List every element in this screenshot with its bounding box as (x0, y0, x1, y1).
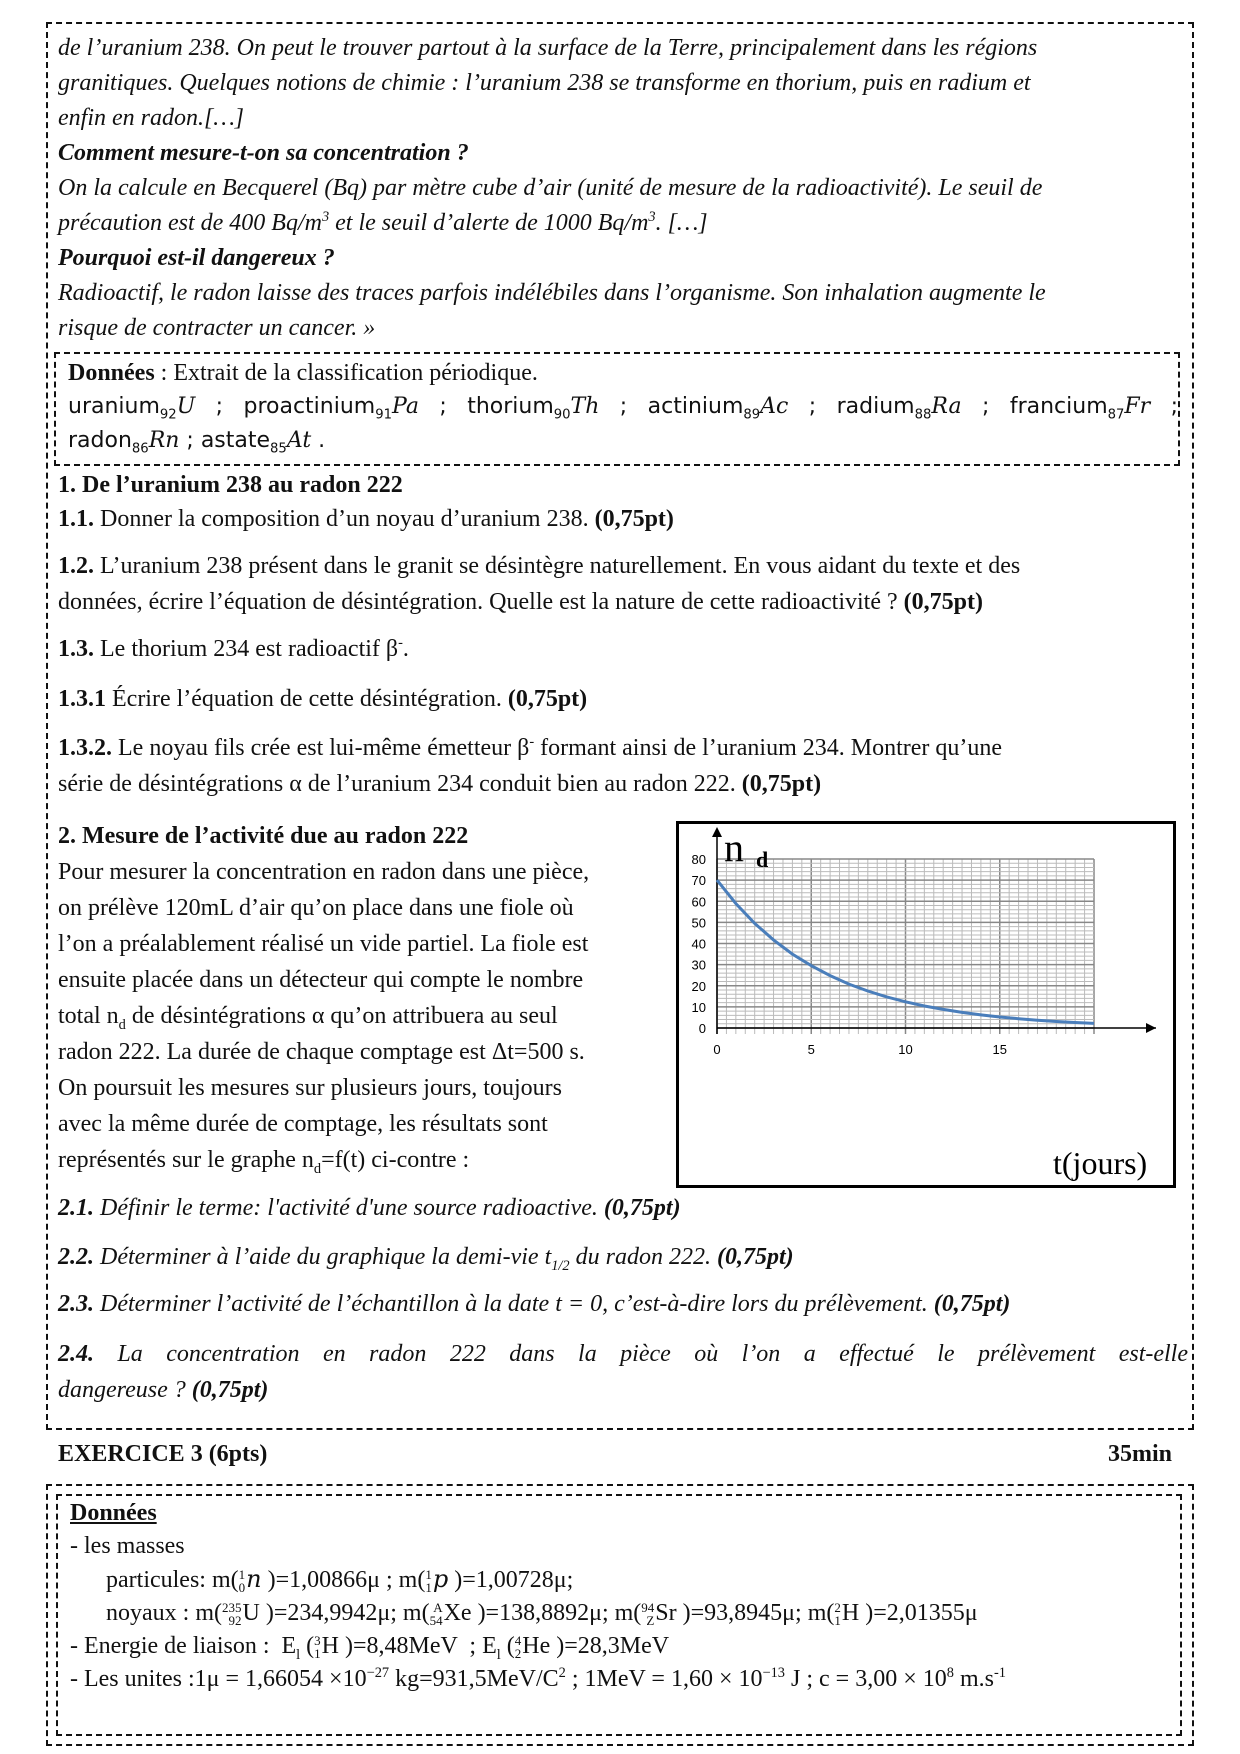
exercise-3-time: 35min (1107, 1441, 1172, 1467)
intro-line-1: de l’uranium 238. On peut le trouver partout à la surface de la Terre, principalement dans les régions (58, 35, 1038, 61)
donnees-content: Données : Extrait de la classification périodique. uranium$_{92}$U ; proactinium$_{91}$Pa ; thorium$_{90}$Th ; actinium$_{89}$Ac ; radium$_{88}$Ra ; francium$_{87}$Fr ; radon$_{86}$Rn ; astate$_{85}$At . (68, 360, 1179, 457)
q-1-3-2: 1.3.2. Le noyau fils crée est lui-même émetteur β- formant ainsi de l’uranium 234. Montrer qu’une série de désintégrations α de l’uranium 234 conduit bien au radon 222. (0,75pt) (58, 734, 1003, 797)
energie-liaison: - Energie de liaison : $E_l$ ( 3 1 H )=8,48MeV ; $E_l$ ( 4 2 He )=28,3MeV (70, 1633, 670, 1663)
x-tick-label: 15 (992, 1042, 1007, 1057)
x-tick-label: 0 (713, 1042, 721, 1057)
x-tick-label: 5 (807, 1042, 815, 1057)
y-tick-label: 30 (691, 957, 706, 973)
question-danger: Pourquoi est-il dangereux ? (58, 245, 335, 271)
intro-text (58, 31, 1188, 346)
chart-border (678, 823, 1175, 1187)
answer-measure-2: précaution est de 400 $Bq/m^3$ et le seuil d’alerte de 1000 $Bq/m^3$. […] (58, 209, 708, 236)
y-tick-label: 50 (691, 915, 706, 931)
part2-title: 2. Mesure de l’activité due au radon 222 (58, 823, 469, 849)
decay-chart (676, 821, 1176, 1188)
x-tick-label: 10 (898, 1042, 913, 1057)
masses-particules: particules: m( 1 0 n )=1,00866μ ; m( 1 1 p )=1,00728μ; (106, 1565, 574, 1596)
element-radium: radium$_{88}$Ra (836, 394, 962, 423)
y-tick-label: 40 (691, 936, 706, 952)
element-astate: astate$_{85}$At (200, 428, 312, 457)
exercise-3-title: EXERCICE 3 (6pts) (58, 1441, 268, 1467)
answer-danger-2: risque de contracter un cancer. » (58, 315, 376, 341)
element-thorium: thorium$_{90}$Th (467, 394, 600, 423)
elements-list-2: radon$_{86}$Rn ; astate$_{85}$At . (68, 428, 326, 457)
q-1-3: 1.3. Le thorium 234 est radioactif β-. (58, 635, 409, 662)
q-2-1: 2.1. Définir le terme: l'activité d'une source radioactive. (0,75pt) (58, 1195, 681, 1221)
q-1-1: 1.1. Donner la composition d’un noyau d’uranium 238. (0,75pt) (58, 506, 674, 532)
chart-grid (717, 859, 1094, 1034)
intro-line-3: enfin en radon.[…] (58, 105, 244, 131)
q-1-3-1: 1.3.1 Écrire l’équation de cette désintégration. (0,75pt) (58, 686, 588, 712)
masses-noyaux: noyaux : m( 235 92 U )=234,9942μ; m( A 54 Xe )=138,8892μ; m( 94 Z Sr )=93,8945μ; m( 2 1 H )=2,01355μ (106, 1600, 978, 1629)
y-tick-label: 60 (691, 894, 706, 910)
y-axis-label-sub: d (756, 847, 769, 872)
element-uranium: uranium$_{92}$U (68, 394, 196, 423)
part2-text: 2. Mesure de l’activité due au radon 222 Pour mesurer la concentration en radon dans une pièce, on prélève 120mL d’air qu’on place dans une fiole où l’on a préalablement réalisé un vide partiel. La fiole est ensuite placée dans un détecteur qui compte le nombre total $n_d$ de désintégrations α qu’on attribuera au seul radon 222. La durée de chaque comptage est Δt=500 s. On poursuit les mesures sur plusieurs jours, toujours avec la même durée de comptage, les résultats sont représentés sur le graphe $n_d=f(t)$ ci-contre : (58, 818, 666, 1178)
element-radon: radon$_{86}$Rn (68, 428, 180, 457)
y-tick-label: 10 (691, 999, 706, 1015)
y-tick-label: 80 (691, 852, 706, 867)
q-2-3: 2.3. Déterminer l’activité de l’échantillon à la date t = 0, c’est-à-dire lors du prélèvement. (0,75pt) (58, 1291, 1011, 1317)
q-1-2: 1.2. L’uranium 238 présent dans le granit se désintègre naturellement. En vous aidant du texte et des données, écrire l’équation de désintégration. Quelle est la nature de cette radioactivité ? (0,75pt) (58, 553, 1021, 615)
answer-measure-1: On la calcule en Becquerel (Bq) par mètre cube d’air (unité de mesure de la radioactivité). Le seuil de (58, 175, 1043, 201)
q-2-2: 2.2. Déterminer à l’aide du graphique la demi-vie $t_{1/2}$ du radon 222. (0,75pt) (58, 1244, 794, 1274)
y-tick-label: 70 (691, 873, 706, 889)
answer-danger-1: Radioactif, le radon laisse des traces parfois indélébiles dans l’organisme. Son inhalation augmente le (58, 280, 1046, 306)
q-2-4: 2.4. La concentration en radon 222 dans la pièce où l’on a effectué le prélèvement est-elle dangereuse ? (0,75pt) (58, 1341, 1188, 1403)
x-axis-label: t(jours) (1053, 1145, 1148, 1181)
part1-title: 1. De l’uranium 238 au radon 222 (58, 472, 403, 498)
elements-list: uranium$_{92}$U ; proactinium$_{91}$Pa ; thorium$_{90}$Th ; actinium$_{89}$Ac ; radium$_{88}$Ra ; francium$_{87}$Fr ; (68, 394, 1179, 423)
element-proactinium: proactinium$_{91}$Pa (243, 394, 419, 423)
intro-line-2: granitiques. Quelques notions de chimie : l’uranium 238 se transforme en thorium, puis en radium et (58, 70, 1031, 96)
ex3-donnees: Données - les masses particules: m( 1 0 n )=1,00866μ ; m( 1 1 p )=1,00728μ; noyaux : m( 235 92 U )=234,9942μ; m( A 54 Xe )=138,8892μ; m( 94 Z Sr )=93,8945μ; m( 2 1 H )=2,01355μ - Energie de liaison : $E_l$ ( 3 1 H )=8,48MeV ; $E_l$ ( 4 2 He )=28,3MeV - Les unites :1μ = $1,66054 \times 10^{-27}$ $kg=931,5MeV/C^2$ ; $1MeV = 1,60 \times 10^{-13}$ J ; $c = 3,00 \times 10^8$ $m.s^{-1}$ (70, 1497, 1170, 1696)
element-actinium: actinium$_{89}$Ac (647, 394, 789, 423)
y-axis-label: n (724, 825, 744, 870)
element-francium: francium$_{87}$Fr (1009, 394, 1151, 423)
unites: - Les unites :1μ = $1,66054 \times 10^{-27}$ $kg=931,5MeV/C^2$ ; $1MeV = 1,60 \times 10^{-13}$ J ; $c = 3,00 \times 10^8$ $m.s^{-1}$ (70, 1665, 1006, 1692)
y-tick-label: 0 (698, 1021, 706, 1036)
y-tick-label: 20 (691, 978, 706, 994)
question-measure: Comment mesure-t-on sa concentration ? (58, 140, 469, 166)
